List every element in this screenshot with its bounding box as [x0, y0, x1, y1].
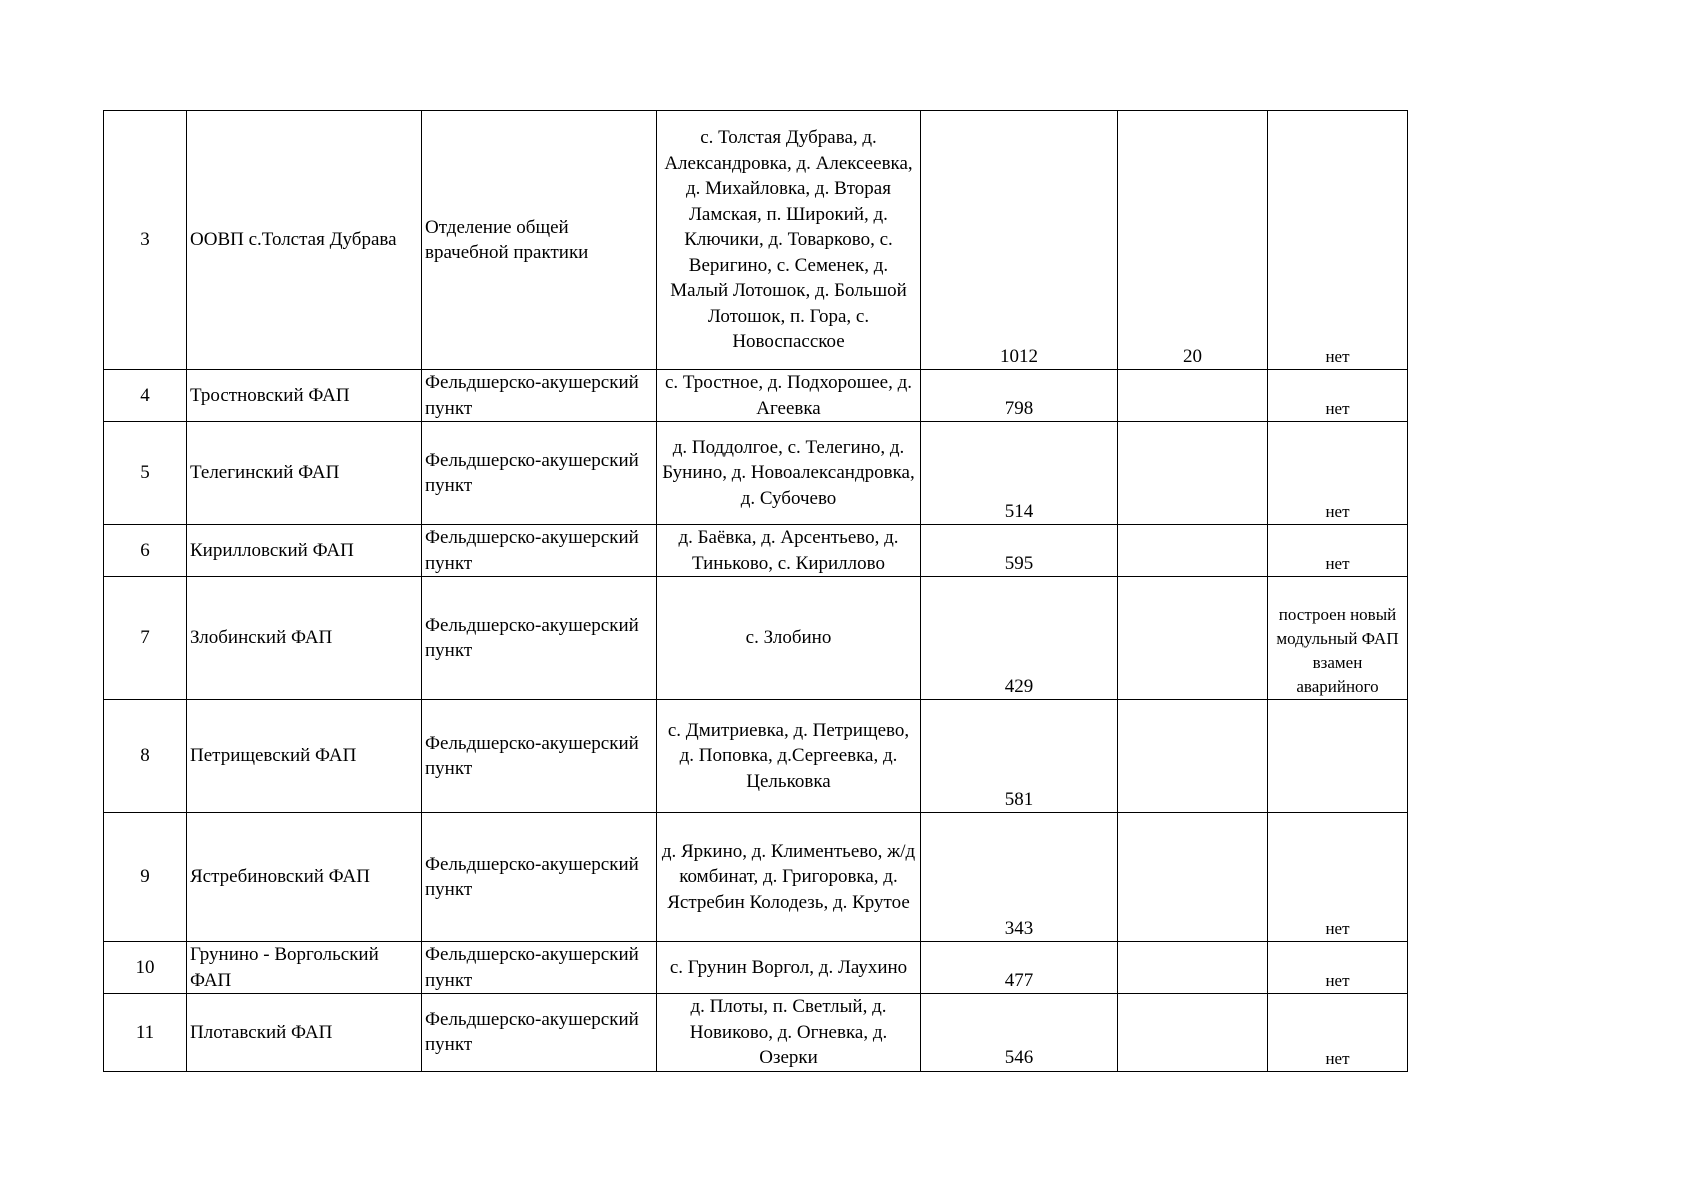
- facility-type: Фельдшерско-акушерский пункт: [422, 994, 657, 1072]
- facility-name: Грунино - Воргольский ФАП: [187, 942, 422, 994]
- row-number: 10: [104, 942, 187, 994]
- population-count: 477: [921, 942, 1118, 994]
- facility-note: нет: [1268, 525, 1408, 577]
- facility-name: Тростновский ФАП: [187, 370, 422, 422]
- service-area: с. Дмитриевка, д. Петрищево, д. Поповка, д.Сергеевка, д. Цельковка: [657, 700, 921, 813]
- beds-count: [1118, 994, 1268, 1072]
- population-count: 343: [921, 813, 1118, 942]
- table-row: [104, 525, 1408, 577]
- population-count: 429: [921, 577, 1118, 700]
- facility-note: нет: [1268, 994, 1408, 1072]
- service-area: с. Толстая Дубрава, д. Александровка, д. Алексеевка, д. Михайловка, д. Вторая Ламская, п. Широкий, д. Ключики, д. Товарково, с. Веригино, с. Семенек, д. Малый Лотошок, д. Большой Лотошок, п. Гора, с. Новоспасское: [657, 111, 921, 370]
- facilities-table: [103, 110, 1408, 1072]
- row-number: 6: [104, 525, 187, 577]
- facility-note: [1268, 700, 1408, 813]
- beds-count: [1118, 370, 1268, 422]
- facility-name: Ястребиновский ФАП: [187, 813, 422, 942]
- facility-note: построен новый модульный ФАП взамен аварийного: [1268, 577, 1408, 700]
- facility-note: нет: [1268, 422, 1408, 525]
- service-area: д. Баёвка, д. Арсентьево, д. Тиньково, с. Кириллово: [657, 525, 921, 577]
- beds-count: [1118, 525, 1268, 577]
- facility-name: Петрищевский ФАП: [187, 700, 422, 813]
- population-count: 1012: [921, 111, 1118, 370]
- service-area: д. Поддолгое, с. Телегино, д. Бунино, д. Новоалександровка, д. Субочево: [657, 422, 921, 525]
- facility-name: Телегинский ФАП: [187, 422, 422, 525]
- facility-type: Фельдшерско-акушерский пункт: [422, 370, 657, 422]
- service-area: д. Плоты, п. Светлый, д. Новиково, д. Огневка, д. Озерки: [657, 994, 921, 1072]
- facility-type: Отделение общей врачебной практики: [422, 111, 657, 370]
- facility-name: ООВП с.Толстая Дубрава: [187, 111, 422, 370]
- facility-note: нет: [1268, 111, 1408, 370]
- table-row: [104, 111, 1408, 370]
- population-count: 581: [921, 700, 1118, 813]
- facility-type: Фельдшерско-акушерский пункт: [422, 700, 657, 813]
- facility-note: нет: [1268, 370, 1408, 422]
- population-count: 595: [921, 525, 1118, 577]
- table-row: [104, 813, 1408, 942]
- table-row: [104, 422, 1408, 525]
- row-number: 11: [104, 994, 187, 1072]
- beds-count: [1118, 942, 1268, 994]
- beds-count: [1118, 422, 1268, 525]
- facility-name: Плотавский ФАП: [187, 994, 422, 1072]
- table-row: [104, 370, 1408, 422]
- table-row: [104, 577, 1408, 700]
- facility-type: Фельдшерско-акушерский пункт: [422, 942, 657, 994]
- service-area: с. Грунин Воргол, д. Лаухино: [657, 942, 921, 994]
- row-number: 7: [104, 577, 187, 700]
- beds-count: [1118, 577, 1268, 700]
- beds-count: [1118, 700, 1268, 813]
- row-number: 5: [104, 422, 187, 525]
- beds-count: 20: [1118, 111, 1268, 370]
- facility-note: нет: [1268, 942, 1408, 994]
- table-row: [104, 994, 1408, 1072]
- service-area: с. Злобино: [657, 577, 921, 700]
- row-number: 8: [104, 700, 187, 813]
- population-count: 514: [921, 422, 1118, 525]
- row-number: 3: [104, 111, 187, 370]
- facility-type: Фельдшерско-акушерский пункт: [422, 422, 657, 525]
- service-area: с. Тростное, д. Подхорошее, д. Агеевка: [657, 370, 921, 422]
- row-number: 9: [104, 813, 187, 942]
- facility-type: Фельдшерско-акушерский пункт: [422, 577, 657, 700]
- facility-type: Фельдшерско-акушерский пункт: [422, 813, 657, 942]
- table-row: [104, 942, 1408, 994]
- facility-note: нет: [1268, 813, 1408, 942]
- beds-count: [1118, 813, 1268, 942]
- table-row: [104, 700, 1408, 813]
- facility-type: Фельдшерско-акушерский пункт: [422, 525, 657, 577]
- row-number: 4: [104, 370, 187, 422]
- facility-name: Злобинский ФАП: [187, 577, 422, 700]
- facility-name: Кирилловский ФАП: [187, 525, 422, 577]
- service-area: д. Яркино, д. Климентьево, ж/д комбинат, д. Григоровка, д. Ястребин Колодезь, д. Крутое: [657, 813, 921, 942]
- population-count: 798: [921, 370, 1118, 422]
- population-count: 546: [921, 994, 1118, 1072]
